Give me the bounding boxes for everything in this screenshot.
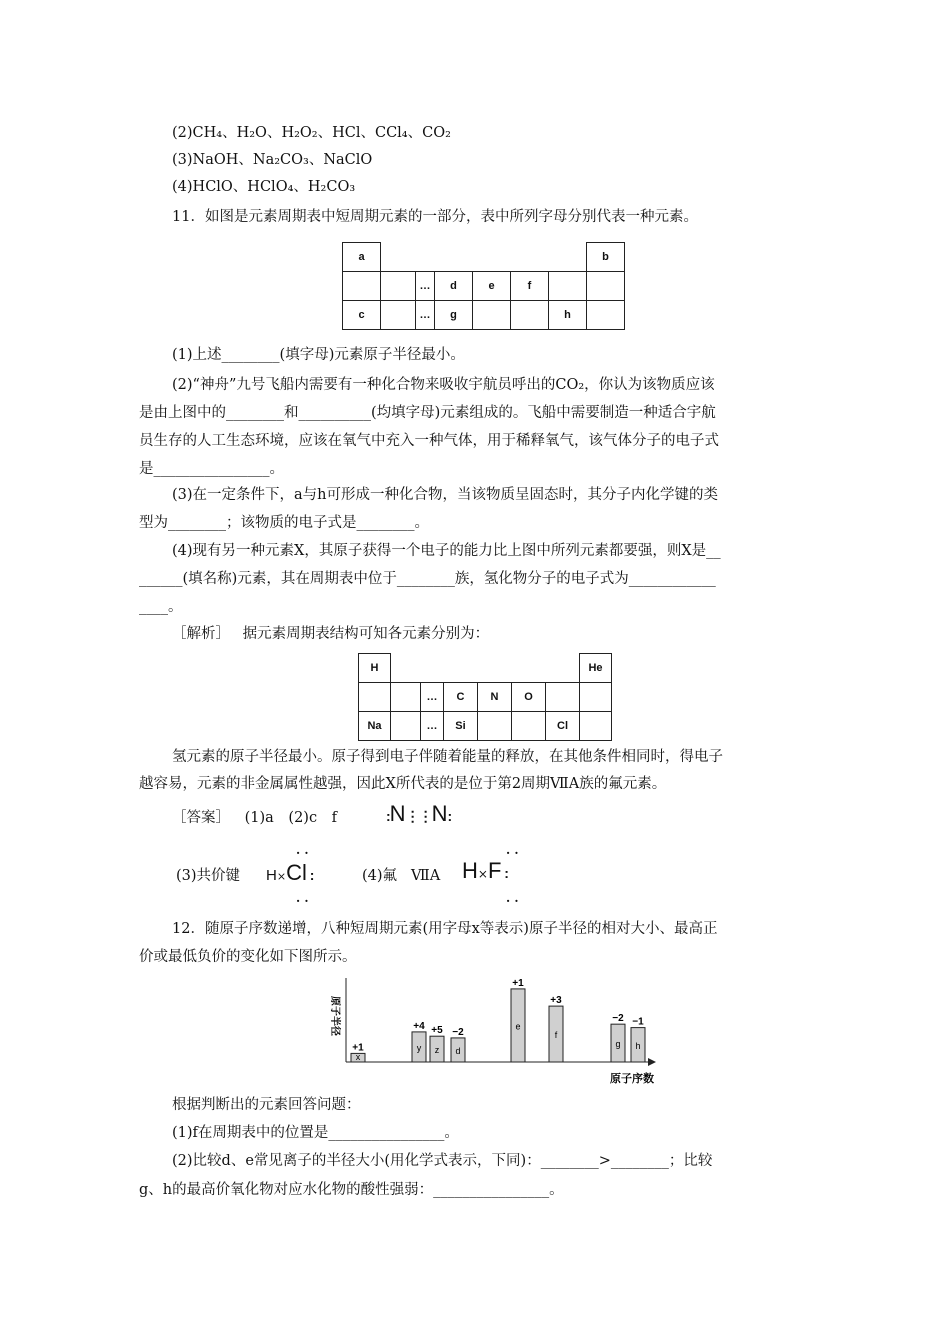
cell [512, 712, 546, 741]
cell [549, 272, 587, 301]
cell: h [549, 301, 587, 330]
cell: … [421, 683, 444, 712]
cell [359, 683, 391, 712]
cell: O [512, 683, 546, 712]
cell [391, 712, 421, 741]
bar-label-z: z [434, 1045, 440, 1056]
cell: … [416, 301, 435, 330]
q11-part4-l3: ____。 [139, 599, 183, 615]
valence-label-g: −2 [612, 1013, 624, 1025]
triple-bond-icon: ⋮⋮ [405, 808, 432, 824]
cross-icon: × [276, 870, 287, 883]
q12-part2-l2: g、h的最高价氧化物对应水化物的酸性强弱：________________。 [139, 1182, 564, 1198]
q11-part2-l1: (2)“神舟”九号飞船内需要有一种化合物来吸收宇航员呼出的CO₂，你认为该物质应该 [172, 377, 715, 393]
valence-label-d: −2 [452, 1026, 464, 1038]
cell: c [343, 301, 381, 330]
bar-label-h: h [635, 1040, 641, 1051]
hcl-h: H [266, 867, 277, 884]
cell [511, 301, 549, 330]
cell [473, 301, 511, 330]
cell: C [444, 683, 478, 712]
cell [381, 272, 416, 301]
cell: He [580, 654, 612, 683]
cell [580, 712, 612, 741]
q12-stem-l1: 12．随原子序数递增，八种短周期元素(用字母x等表示)原子半径的相对大小、最高正 [172, 921, 718, 937]
cell [391, 683, 421, 712]
valence-label-y: +4 [413, 1020, 425, 1032]
cell [580, 683, 612, 712]
lone-pair-icon: : [386, 808, 390, 824]
bar-label-y: y [416, 1042, 422, 1053]
cell: Cl [546, 712, 580, 741]
valence-label-x: +1 [352, 1042, 364, 1054]
hcl-cl: Cl [286, 860, 307, 885]
analysis-line [172, 624, 489, 644]
n2-left: N [389, 801, 406, 826]
lone-pair-icon: : [306, 867, 314, 883]
cell: a [343, 243, 381, 272]
dot-pair-icon: · · [296, 846, 309, 860]
cell [343, 272, 381, 301]
cell: Si [444, 712, 478, 741]
dot-pair-icon: · · [506, 894, 519, 908]
radius-valence-chart [318, 978, 658, 1088]
lone-pair-icon: : [447, 808, 452, 824]
answer-2: (2)c f [288, 810, 337, 826]
explain-l1: 氢元素的原子半径最小。原子得到电子伴随着能量的释放，在其他条件相同时，得电子 [172, 749, 723, 765]
bar-label-e: e [515, 1021, 521, 1032]
q12-part2-l1: (2)比较d、e常见离子的半径大小(用化学式表示，下同)：________>________；比较 [172, 1153, 713, 1169]
answer-label: ［答案］ [172, 810, 230, 826]
cross-icon: × [477, 867, 488, 881]
cell: … [421, 712, 444, 741]
cell [546, 683, 580, 712]
n2-electron-formula [386, 801, 452, 827]
valence-label-f: +3 [550, 995, 562, 1007]
prev-item-2: (2)CH₄、H₂O、H₂O₂、HCl、CCl₄、CO₂ [172, 125, 451, 141]
bar-label-x: x [355, 1052, 361, 1062]
q11-part2-l3: 员生存的人工生态环境，应该在氧气中充入一种气体，用于稀释氧气，该气体分子的电子式 [139, 433, 719, 449]
cell: b [587, 243, 625, 272]
q11-part1: (1)上述________(填字母)元素原子半径最小。 [172, 347, 465, 363]
lone-pair-icon: : [501, 865, 508, 881]
answer-1: (1)a [244, 810, 274, 826]
bar-label-d: d [455, 1045, 461, 1056]
hf-f: F [487, 858, 502, 883]
y-axis-label: 原子半径 [329, 996, 340, 1036]
q11-part3-l1: (3)在一定条件下，a与h可形成一种化合物，当该物质呈固态时，其分子内化学键的类 [172, 487, 719, 503]
dot-pair-icon: · · [296, 894, 309, 908]
cell: N [478, 683, 512, 712]
q12-after: 根据判断出的元素回答问题： [172, 1097, 361, 1113]
prev-item-4: (4)HClO、HClO₄、H₂CO₃ [172, 179, 356, 195]
q11-periodic-table [342, 242, 625, 330]
cell: f [511, 272, 549, 301]
analysis-periodic-table [358, 653, 612, 741]
bar-label-f: f [554, 1030, 558, 1041]
valence-label-z: +5 [431, 1025, 443, 1037]
analysis-text: 据元素周期表结构可知各元素分别为： [242, 626, 490, 642]
cell: … [416, 272, 435, 301]
answer-3: (3)共价键 [176, 868, 241, 884]
q11-part4-l2: ______(填名称)元素，其在周期表中位于________族，氢化物分子的电子式为____________ [139, 571, 716, 587]
cell: g [435, 301, 473, 330]
q11-part4-l1: (4)现有另一种元素X，其原子获得一个电子的能力比上图中所列元素都要强，则X是__ [172, 543, 721, 559]
cell [381, 301, 416, 330]
cell [587, 301, 625, 330]
x-axis-label: 原子序数 [610, 1073, 654, 1085]
cell: d [435, 272, 473, 301]
cell: Na [359, 712, 391, 741]
cell: H [359, 654, 391, 683]
q11-part2-l4: 是________________。 [139, 461, 284, 477]
hf-h: H [462, 858, 478, 883]
answer-line-1 [172, 808, 337, 828]
q12-stem-l2: 价或最低负价的变化如下图所示。 [139, 949, 357, 965]
q11-part2-l2: 是由上图中的________和__________(均填字母)元素组成的。飞船中需要制造一种适合宇航 [139, 405, 716, 421]
bar-label-g: g [615, 1039, 621, 1050]
n2-right: N [431, 801, 448, 826]
explain-l2: 越容易，元素的非金属属性越强，因此X所代表的是位于第2周期ⅦA族的氟元素。 [139, 776, 667, 792]
q11-part3-l2: 型为________；该物质的电子式是________。 [139, 515, 429, 531]
q11-stem: 11．如图是元素周期表中短周期元素的一部分，表中所列字母分别代表一种元素。 [172, 209, 698, 225]
x-axis-arrow-icon [648, 1058, 656, 1066]
cell: e [473, 272, 511, 301]
valence-label-h: −1 [632, 1016, 644, 1028]
cell [587, 272, 625, 301]
answer-4: (4)氟 ⅦA [362, 868, 441, 884]
analysis-label: ［解析］ [172, 626, 230, 642]
q12-part1: (1)f在周期表中的位置是________________。 [172, 1125, 459, 1141]
valence-label-e: +1 [512, 978, 524, 989]
prev-item-3: (3)NaOH、Na₂CO₃、NaClO [172, 152, 373, 168]
cell [478, 712, 512, 741]
dot-pair-icon: · · [506, 846, 519, 860]
